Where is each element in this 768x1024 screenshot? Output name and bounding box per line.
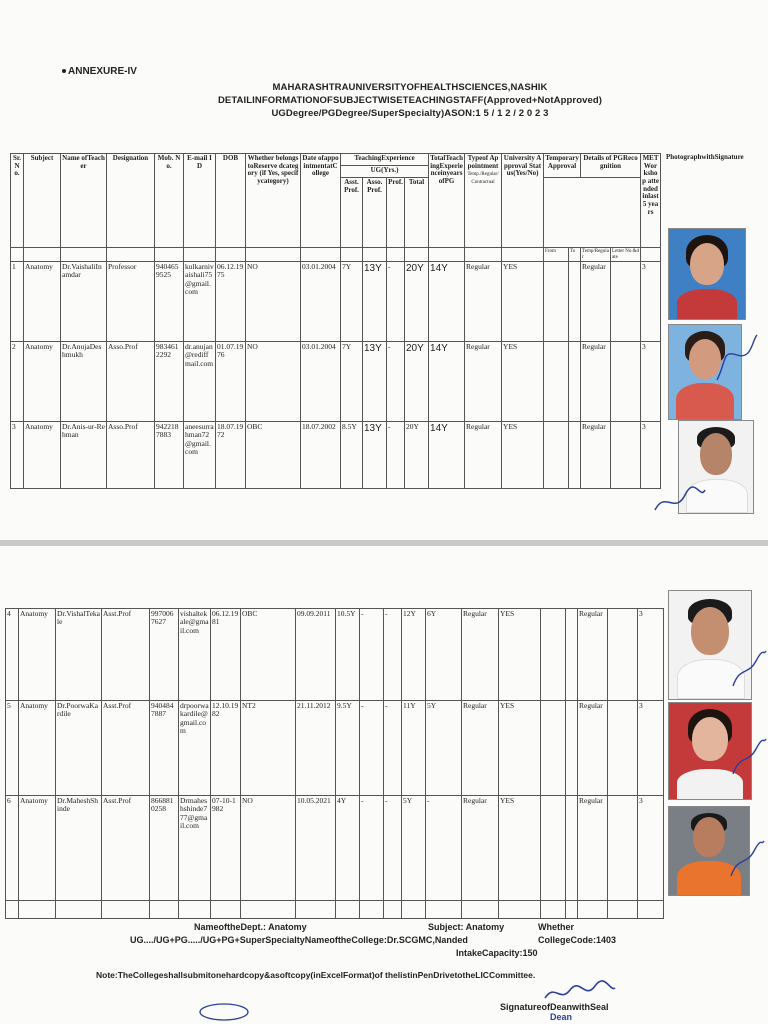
signature-mark xyxy=(650,480,710,520)
col-univ: University Approval Status(Yes/No) xyxy=(502,154,544,248)
footer-whether: Whether xyxy=(538,922,574,932)
col-dob: DOB xyxy=(216,154,246,248)
annexure-label: ANNEXURE-IV xyxy=(62,66,137,77)
col-teaching-exp: TeachingExperience xyxy=(341,154,429,166)
col-total: Total xyxy=(405,178,429,248)
page-sheet-2 xyxy=(0,546,768,1024)
header-detail: DETAILINFORMATIONOFSUBJECTWISETEACHINGSTAFF(Approved+NotApproved) xyxy=(217,95,603,106)
col-from: From xyxy=(544,248,569,262)
col-pg-recog: Details of PGRecognition xyxy=(581,154,641,178)
teacher-photo xyxy=(668,228,746,320)
col-temp-reg: Temp/Regular xyxy=(582,249,609,260)
col-to: To xyxy=(569,248,581,262)
col-date: Date ofappointmentatCollege xyxy=(301,154,341,248)
col-met: MET Workshop attended inlast 5 years xyxy=(641,154,661,248)
footer-college: UG..../UG+PG...../UG+PG+SuperSpecialtyNameoftheCollege:Dr.SCGMC,Nanded xyxy=(130,935,468,945)
col-name: Name ofTeacher xyxy=(61,154,107,248)
col-ug-yrs: UG(Yrs.) xyxy=(341,166,429,178)
staff-table-page2 xyxy=(5,608,664,919)
col-total-pg: TotalTeachingExperienceinyearsofPG xyxy=(429,154,465,248)
header-university: MAHARASHTRAUNIVERSITYOFHEALTHSCIENCES,NASHIK xyxy=(272,82,548,93)
col-designation: Designation xyxy=(107,154,155,248)
footer-dept: NameoftheDept.: Anatomy xyxy=(194,922,307,932)
footer-code: CollegeCode:1403 xyxy=(538,935,617,945)
col-mob: Mob. No. xyxy=(155,154,184,248)
table-row: 2 Anatomy Dr.AnujaDeshmukh Asso.Prof 9834612292 dr.anujan@rediffmail.com 01.07.1976 NO 03.01.2004 7Y 13Y - 20Y 14Y Regular YES Regular 3 xyxy=(11,342,661,422)
col-photo: PhotographwithSignature xyxy=(666,153,744,161)
table-row: 6 Anatomy Dr.MaheshShinde Asst.Prof 8668810258 Drmaheshshinde777@gmail.com 07-10-1982 NO 10.05.2021 4Y - - 5Y - Regular YES Regular 3 xyxy=(6,796,664,901)
bullet-icon xyxy=(62,69,66,73)
col-reserve: Whether belongs toReserve dcategory (if Yes, specifycategory) xyxy=(246,154,301,248)
signature-mark xyxy=(712,330,762,390)
signature-mark xyxy=(728,734,768,784)
footer-signature: SignatureofDeanwithSeal xyxy=(500,1002,609,1012)
table-row: 5 Anatomy Dr.PoorwaKardile Asst.Prof 9404847887 drpoorwakardile@gmail.com 12.10.1982 NT2 21.11.2012 9.5Y - - 11Y 5Y Regular YES Regular 3 xyxy=(6,701,664,796)
col-asso: Asso. Prof. xyxy=(363,178,387,248)
table-row: 4 Anatomy Dr.VishalTekale Asst.Prof 9970067627 vishaltekale@gmail.com 06.12.1981 OBC 09.09.2011 10.5Y - - 12Y 6Y Regular YES Regular 3 xyxy=(6,609,664,701)
col-subject: Subject xyxy=(24,154,61,248)
col-type: Typeof Appointment Temp./Regular/Contractual xyxy=(465,154,502,248)
col-letter: Letter No.&date xyxy=(612,249,639,260)
table-row: 1 Anatomy Dr.VaishaliInamdar Professor 9404659525 kulkarnivaishali75@gmail.com 06.12.1975 NO 03.01.2004 7Y 13Y - 20Y 14Y Regular YES Regular 3 xyxy=(11,262,661,342)
col-email: E-mail ID xyxy=(184,154,216,248)
dean-stamp: Dean xyxy=(550,1012,573,1022)
table-row: 3 Anatomy Dr.Anis-ur-Rehman Asso.Prof 9422187883 aneesurrahman72@gmail.com 18.07.1972 OBC 18.07.2002 8.5Y 13Y - 20Y 14Y Regular YES Regular 3 xyxy=(11,422,661,489)
col-sr: Sr.No. xyxy=(11,154,24,248)
footer-note: Note:TheCollegeshallsubmitonehardcopy&asoftcopy(inExcelFormat)of thelistinPenDrivetotheLICCommittee. xyxy=(96,970,536,980)
signature-mark xyxy=(726,836,768,886)
footer-subject: Subject: Anatomy xyxy=(428,922,505,932)
signature-mark xyxy=(196,998,256,1024)
col-temp-approval: Temporary Approval xyxy=(544,154,581,178)
signature-mark xyxy=(728,646,768,696)
header-date: UGDegree/PGDegree/SuperSpecialty)ASON:1 5 / 1 2 / 2 0 2 3 xyxy=(271,108,549,119)
col-prof: Prof. xyxy=(387,178,405,248)
col-asst: Asst. Prof. xyxy=(341,178,363,248)
staff-table-page1 xyxy=(10,153,661,489)
footer-intake: IntakeCapacity:150 xyxy=(456,948,538,958)
